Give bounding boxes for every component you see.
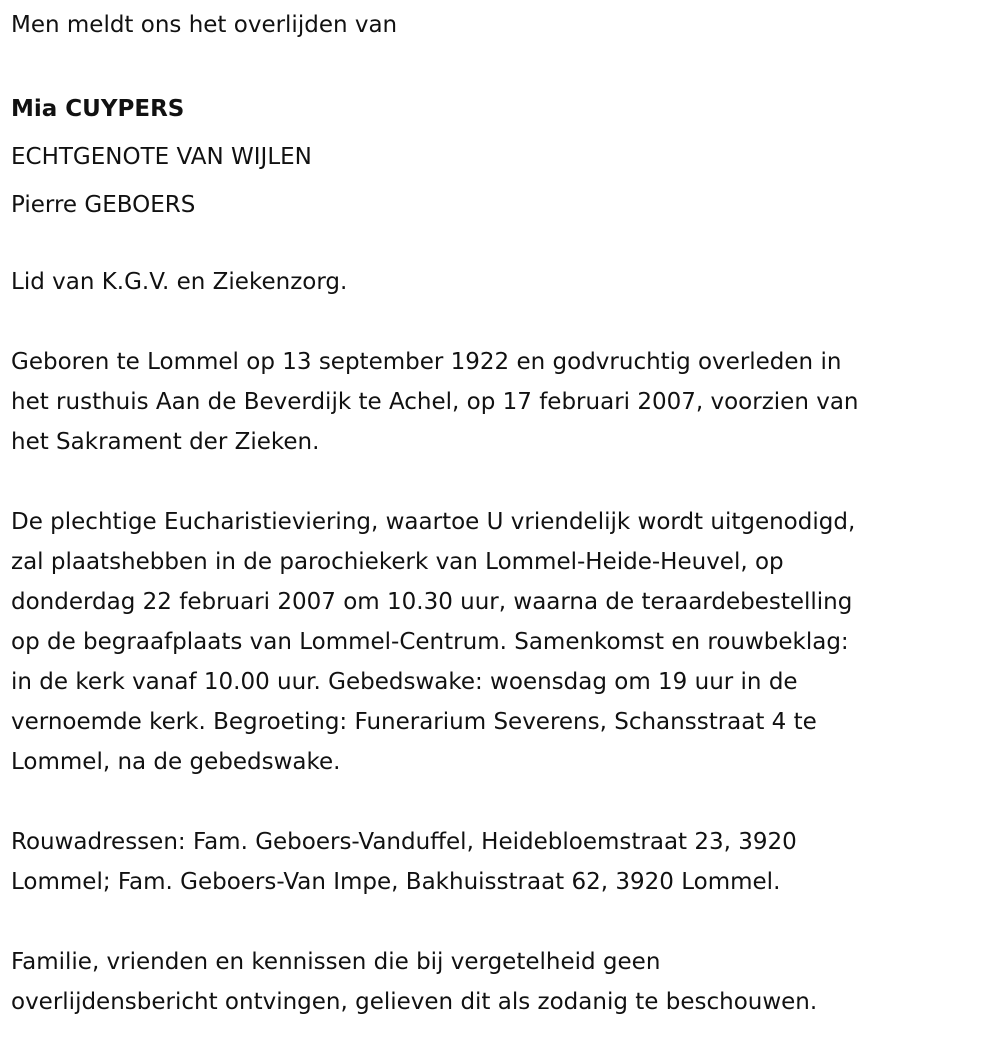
birth-death-paragraph: [11, 342, 1000, 462]
paragraph-line: Rouwadressen: Fam. Geboers-Vanduffel, Heidebloemstraat 23, 3920: [11, 829, 797, 855]
ceremony-paragraph: [11, 502, 1000, 782]
paragraph-line: het rusthuis Aan de Beverdijk te Achel, op 17 februari 2007, voorzien van: [11, 389, 859, 415]
paragraph-line: donderdag 22 februari 2007 om 10.30 uur, waarna de teraardebestelling: [11, 589, 853, 615]
relation-text: ECHTGENOTE VAN WIJLEN: [11, 144, 312, 170]
paragraph-line: in de kerk vanaf 10.00 uur. Gebedswake: woensdag om 19 uur in de: [11, 669, 798, 695]
paragraph-line: Familie, vrienden en kennissen die bij vergetelheid geen: [11, 949, 661, 975]
paragraph-line: Geboren te Lommel op 13 september 1922 en godvruchtig overleden in: [11, 349, 842, 375]
addresses-paragraph: [11, 822, 1000, 902]
closing-paragraph: [11, 942, 1000, 1022]
paragraph-line: overlijdensbericht ontvingen, gelieven dit als zodanig te beschouwen.: [11, 989, 818, 1015]
deceased-block: [11, 85, 1000, 229]
deceased-name: Mia CUYPERS: [11, 96, 185, 122]
paragraph-line: Lommel, na de gebedswake.: [11, 749, 341, 775]
paragraph-line: het Sakrament der Zieken.: [11, 429, 320, 455]
spouse-name: Pierre GEBOERS: [11, 192, 196, 218]
membership-paragraph: [11, 262, 1000, 302]
paragraph-line: De plechtige Eucharistieviering, waartoe U vriendelijk wordt uitgenodigd,: [11, 509, 856, 535]
paragraph-line: Lid van K.G.V. en Ziekenzorg.: [11, 269, 348, 295]
paragraph-line: zal plaatshebben in de parochiekerk van Lommel-Heide-Heuvel, op: [11, 549, 784, 575]
paragraph-line: vernoemde kerk. Begroeting: Funerarium Severens, Schansstraat 4 te: [11, 709, 817, 735]
intro-text: Men meldt ons het overlijden van: [11, 12, 398, 38]
death-notice: [11, 5, 1000, 1022]
paragraph-line: op de begraafplaats van Lommel-Centrum. Samenkomst en rouwbeklag:: [11, 629, 849, 655]
paragraph-line: Lommel; Fam. Geboers-Van Impe, Bakhuisstraat 62, 3920 Lommel.: [11, 869, 781, 895]
